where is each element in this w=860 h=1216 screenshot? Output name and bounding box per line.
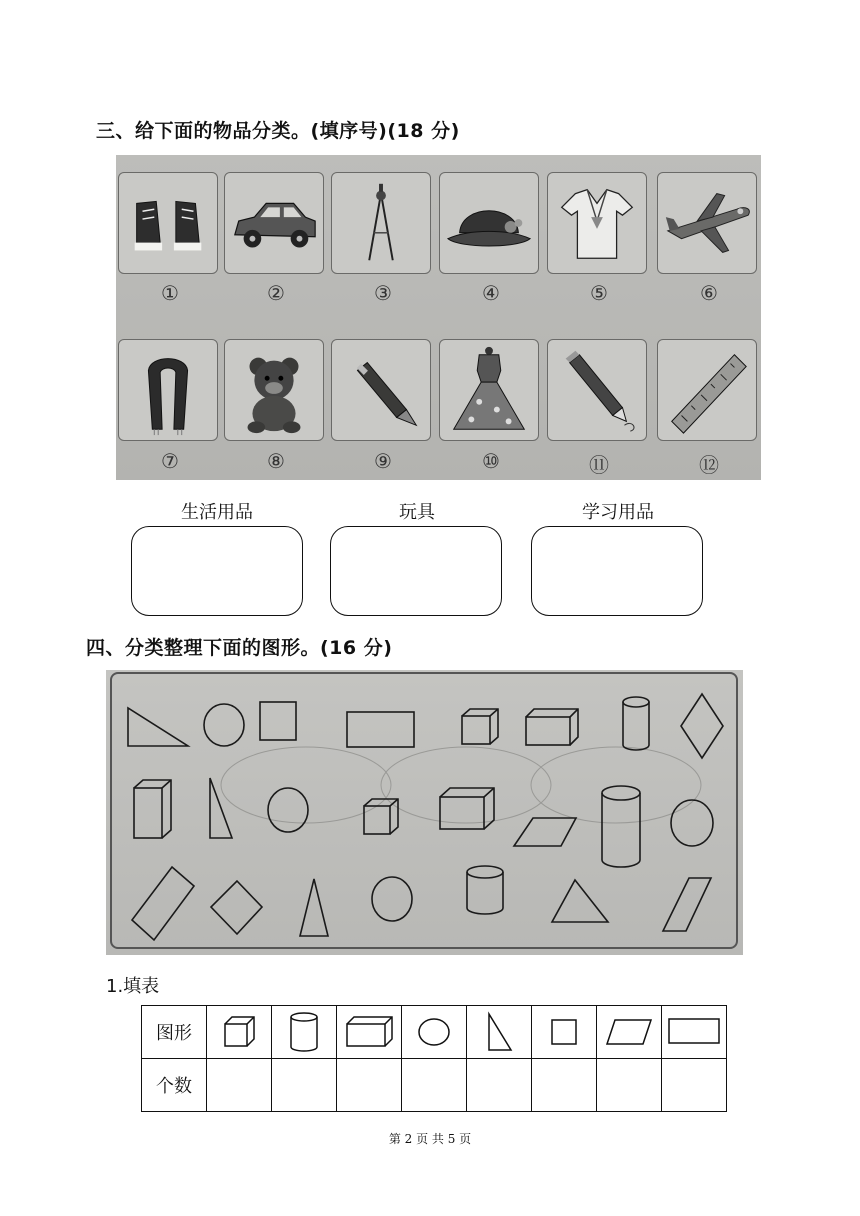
circle-icon <box>402 1006 467 1059</box>
shape-circle-3 <box>671 800 713 846</box>
item-number-8: ⑧ <box>267 449 285 473</box>
bg-oval-3 <box>531 747 701 823</box>
item-number-12: ⑫ <box>699 453 719 477</box>
shape-rhombus-2 <box>211 881 262 934</box>
section-4-heading: 四、分类整理下面的图形。(16 分) <box>86 637 393 659</box>
count-row <box>142 1059 727 1112</box>
airplane-icon <box>658 173 756 273</box>
item-number-9: ⑨ <box>374 449 392 473</box>
shape-cube-2 <box>364 799 398 834</box>
blouse-icon <box>548 173 646 273</box>
item-tile-1 <box>118 172 218 274</box>
item-tile-7 <box>118 339 218 441</box>
item-tile-2 <box>224 172 324 274</box>
fill-table-label: 1.填表 <box>106 976 160 997</box>
shape-cylinder-2 <box>602 786 640 867</box>
fountain-pen-icon <box>332 340 430 440</box>
shape-parallelogram-1 <box>514 818 576 846</box>
cube-icon <box>207 1006 272 1059</box>
count-cell-square[interactable] <box>532 1059 597 1112</box>
sneakers-icon <box>119 173 217 273</box>
shape-circle-2 <box>268 788 308 832</box>
shape-row <box>142 1006 727 1059</box>
triangle-icon <box>467 1006 532 1059</box>
item-tile-11 <box>547 339 647 441</box>
item-number-5: ⑤ <box>590 281 608 305</box>
shape-cube-1 <box>462 709 498 744</box>
cuboid-icon <box>337 1006 402 1059</box>
teddy-bear-icon <box>225 340 323 440</box>
category-label-daily: 生活用品 <box>181 502 253 523</box>
shape-cuboid-2 <box>134 780 171 838</box>
item-tile-5 <box>547 172 647 274</box>
item-number-1: ① <box>161 281 179 305</box>
count-cell-rectangle[interactable] <box>662 1059 727 1112</box>
category-label-toys: 玩具 <box>399 502 435 523</box>
answer-box-toys[interactable] <box>330 526 502 616</box>
bg-oval-2 <box>381 747 551 823</box>
shape-square-1 <box>260 702 296 740</box>
page-footer: 第 2 页 共 5 页 <box>388 1132 472 1146</box>
answer-box-daily[interactable] <box>131 526 303 616</box>
rectangle-icon <box>662 1006 727 1059</box>
hat-icon <box>440 173 538 273</box>
row-label-shape: 图形 <box>142 1006 207 1059</box>
cylinder-icon <box>272 1006 337 1059</box>
tally-table <box>141 1005 727 1112</box>
ruler-icon <box>658 340 756 440</box>
item-number-3: ③ <box>374 281 392 305</box>
count-cell-cube[interactable] <box>207 1059 272 1112</box>
item-tile-3 <box>331 172 431 274</box>
count-cell-triangle[interactable] <box>467 1059 532 1112</box>
scarf-icon <box>119 340 217 440</box>
compass-icon <box>332 173 430 273</box>
shape-parallelogram-2 <box>132 867 194 940</box>
shape-cylinder-1 <box>623 697 649 750</box>
item-tile-8 <box>224 339 324 441</box>
item-number-7: ⑦ <box>161 449 179 473</box>
category-label-study: 学习用品 <box>582 502 654 523</box>
item-tile-4 <box>439 172 539 274</box>
shape-circle-4 <box>372 877 412 921</box>
shapes-drawing <box>106 670 743 955</box>
item-tile-10 <box>439 339 539 441</box>
car-icon <box>225 173 323 273</box>
shape-rhombus-1 <box>681 694 723 758</box>
shape-parallelogram-3 <box>663 878 711 931</box>
item-number-4: ④ <box>482 281 500 305</box>
item-number-6: ⑥ <box>700 281 718 305</box>
answer-box-study[interactable] <box>531 526 703 616</box>
count-cell-parallelogram[interactable] <box>597 1059 662 1112</box>
item-number-2: ② <box>267 281 285 305</box>
dress-icon <box>440 340 538 440</box>
count-cell-cuboid[interactable] <box>337 1059 402 1112</box>
shape-cylinder-3 <box>467 866 503 914</box>
shape-triangle-4 <box>552 880 608 922</box>
item-tile-6 <box>657 172 757 274</box>
parallelogram-icon <box>597 1006 662 1059</box>
count-cell-cylinder[interactable] <box>272 1059 337 1112</box>
shape-right-triangle-1 <box>128 708 188 746</box>
shape-circle-1 <box>204 704 244 746</box>
item-number-10: ⑩ <box>482 449 500 473</box>
pencil-icon <box>548 340 646 440</box>
section-3-heading: 三、给下面的物品分类。(填序号)(18 分) <box>96 120 460 142</box>
item-tile-12 <box>657 339 757 441</box>
shape-cuboid-1 <box>526 709 578 745</box>
row-label-count: 个数 <box>142 1059 207 1112</box>
bg-oval-1 <box>221 747 391 823</box>
item-tile-9 <box>331 339 431 441</box>
shape-triangle-3 <box>300 879 328 936</box>
shape-rectangle-1 <box>347 712 414 747</box>
item-number-11: ⑪ <box>589 453 609 477</box>
square-icon <box>532 1006 597 1059</box>
count-cell-circle[interactable] <box>402 1059 467 1112</box>
